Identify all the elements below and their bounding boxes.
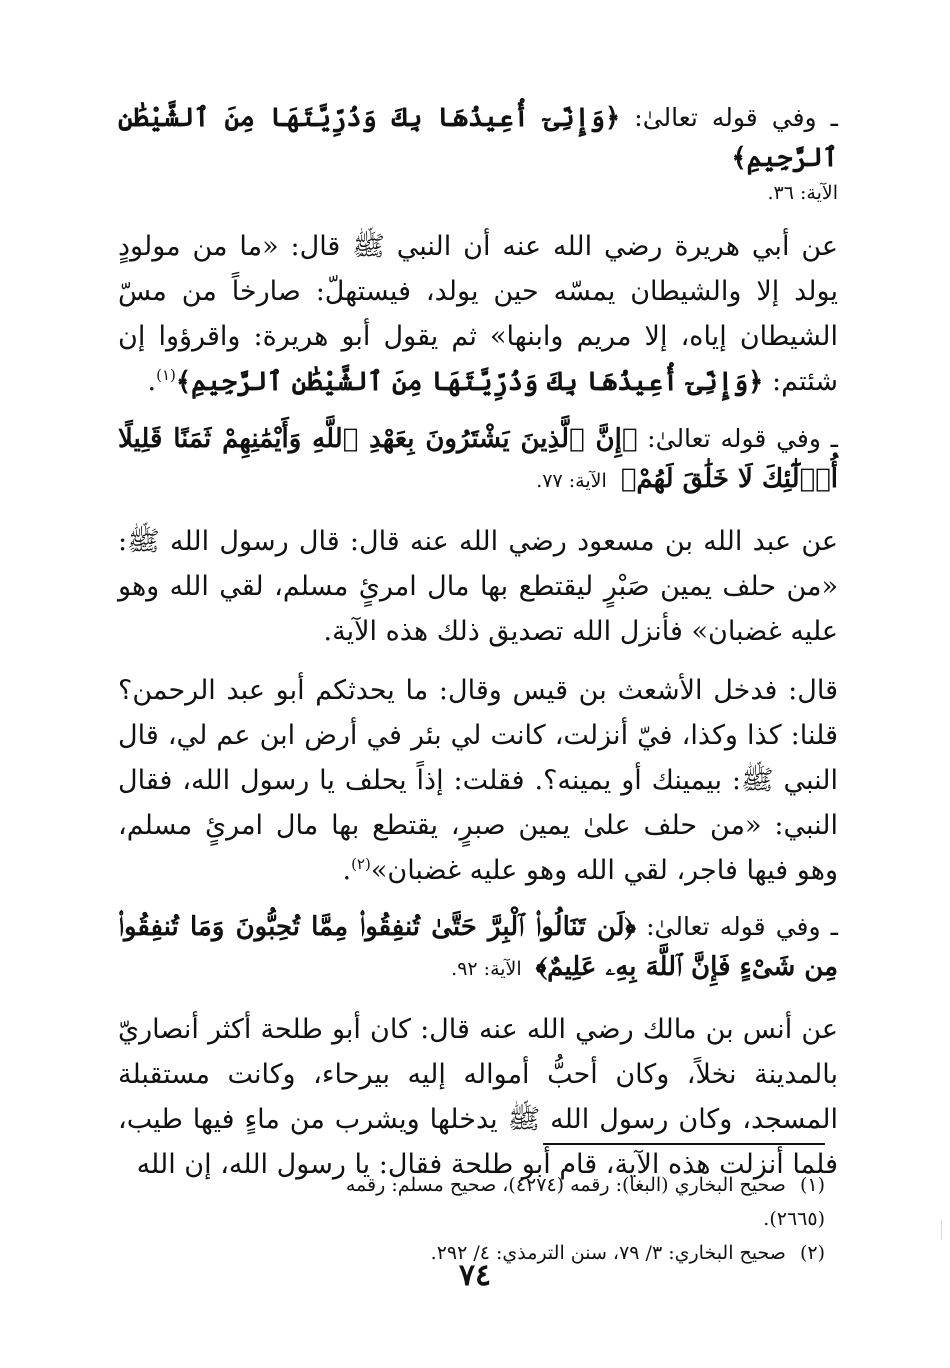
scan-margin-mark [941,1220,942,1240]
footnote-item [300,1236,825,1270]
verse-reference: الآية: ٩٢. [451,958,522,980]
verse-paragraph-1 [118,98,838,178]
hadith-paragraph-3 [118,668,838,893]
footnote-marker: (١) [156,366,176,384]
hadith-paragraph-1 [118,224,838,405]
verse-reference: الآية: ٧٧. [536,470,607,492]
hadith-text: قال: فدخل الأشعث بن قيس وقال: ما يحدثكم أبو عبد الرحمن؟ قلنا: كذا وكذا، فيّ أنزلت، كانت لي بئر في أرض ابن عم لي، قال النبي ﷺ: بيمينك أو يمينه؟. فقلت: إذاً يحلف يا رسول الله، فقال النبي: «من حلف علىٰ يمين صبرٍ، يقتطع بها مال امرئٍ مسلم، وهو فيها فاجر، لقي الله وهو عليه غضبان» [118,675,838,886]
footnote-item [300,1168,825,1236]
page-body [118,98,838,1187]
verse-intro: ـ وفي قوله تعالىٰ: [620,103,838,132]
hadith-paragraph-2: عن عبد الله بن مسعود رضي الله عنه قال: قال رسول الله ﷺ: «من حلف يمين صَبْرٍ ليقتطع بها مال امرئٍ مسلم، لقي الله وهو عليه غضبان» فأنزل الله تصديق ذلك هذه الآية. [118,526,838,647]
verse-intro: ـ وفي قوله تعالىٰ: [637,424,838,453]
quran-verse: ﴿لَن تَنَالُوا۟ ٱلْبِرَّ حَتَّىٰ تُنفِقُوا۟ مِمَّا تُحِبُّونَ وَمَا تُنفِقُوا۟ مِن شَىْءٍ فَإِنَّ ٱللَّهَ بِهِۦ عَلِيمٌ﴾ [118,912,838,982]
verse-paragraph-3 [118,907,838,989]
footnote-text: صحيح البخاري (البغا): رقمه (٤٢٧٤)، صحيح مسلم: رقمه (٢٦٦٥). [345,1174,825,1230]
footnote-marker: (٢) [351,855,371,873]
sentence-end: . [147,366,157,397]
verse-intro: ـ وفي قوله تعالىٰ: [636,912,838,941]
quran-verse: ﴿وَإِنِّىٓ أُعِيذُهَا بِكَ وَذُرِّيَّتَهَا مِنَ ٱلشَّيْطَٰنِ ٱلرَّجِيمِ﴾ [118,103,838,173]
verse-paragraph-2 [118,419,838,501]
footnote-text: صحيح البخاري: ٣/ ٧٩، سنن الترمذي: ٤/ ٢٩٢. [430,1242,786,1264]
page-number: ٧٤ [458,1258,492,1293]
footnote-divider [543,1143,825,1145]
footnotes [300,1168,825,1270]
verse-reference: الآية: ٣٦. [767,182,838,204]
footnote-number: (٢) [799,1242,825,1264]
sentence-end: . [342,855,352,886]
quran-verse: ﴿وَإِنِّىٓ أُعِيذُهَا بِكَ وَذُرِّيَّتَهَا مِنَ ٱلشَّيْطَٰنِ ٱلرَّجِيمِ﴾ [175,367,764,397]
footnote-number: (١) [799,1174,825,1196]
hadith-paragraph-4: عن أنس بن مالك رضي الله عنه قال: كان أبو طلحة أكثر أنصاريّ بالمدينة نخلاً، وكان أحبُّ أمواله إليه بيرحاء، وكانت مستقبلة المسجد، وكان رسول الله ﷺ يدخلها ويشرب من ماءٍ فيها طيب، فلما أنزلت هذه الآية، قام أبو طلحة فقال: يا رسول الله، إن الله [118,1014,838,1180]
quran-verse: ﴿إِنَّ ٱلَّذِينَ يَشْتَرُونَ بِعَهْدِ ٱللَّهِ وَأَيْمَٰنِهِمْ ثَمَنًا قَلِيلًا أُو۟لَٰٓئِكَ لَا خَلَٰقَ لَهُمْ﴾ [118,424,838,494]
hadith-text: عن أبي هريرة رضي الله عنه أن النبي ﷺ قال: «ما من مولودٍ يولد إلا والشيطان يمسّه حين يولد، فيستهلّ: صارخاً من مسّ الشيطان إياه، إلا مريم وابنها» ثم يقول أبو هريرة: واقرؤوا إن شئتم: [118,231,838,397]
